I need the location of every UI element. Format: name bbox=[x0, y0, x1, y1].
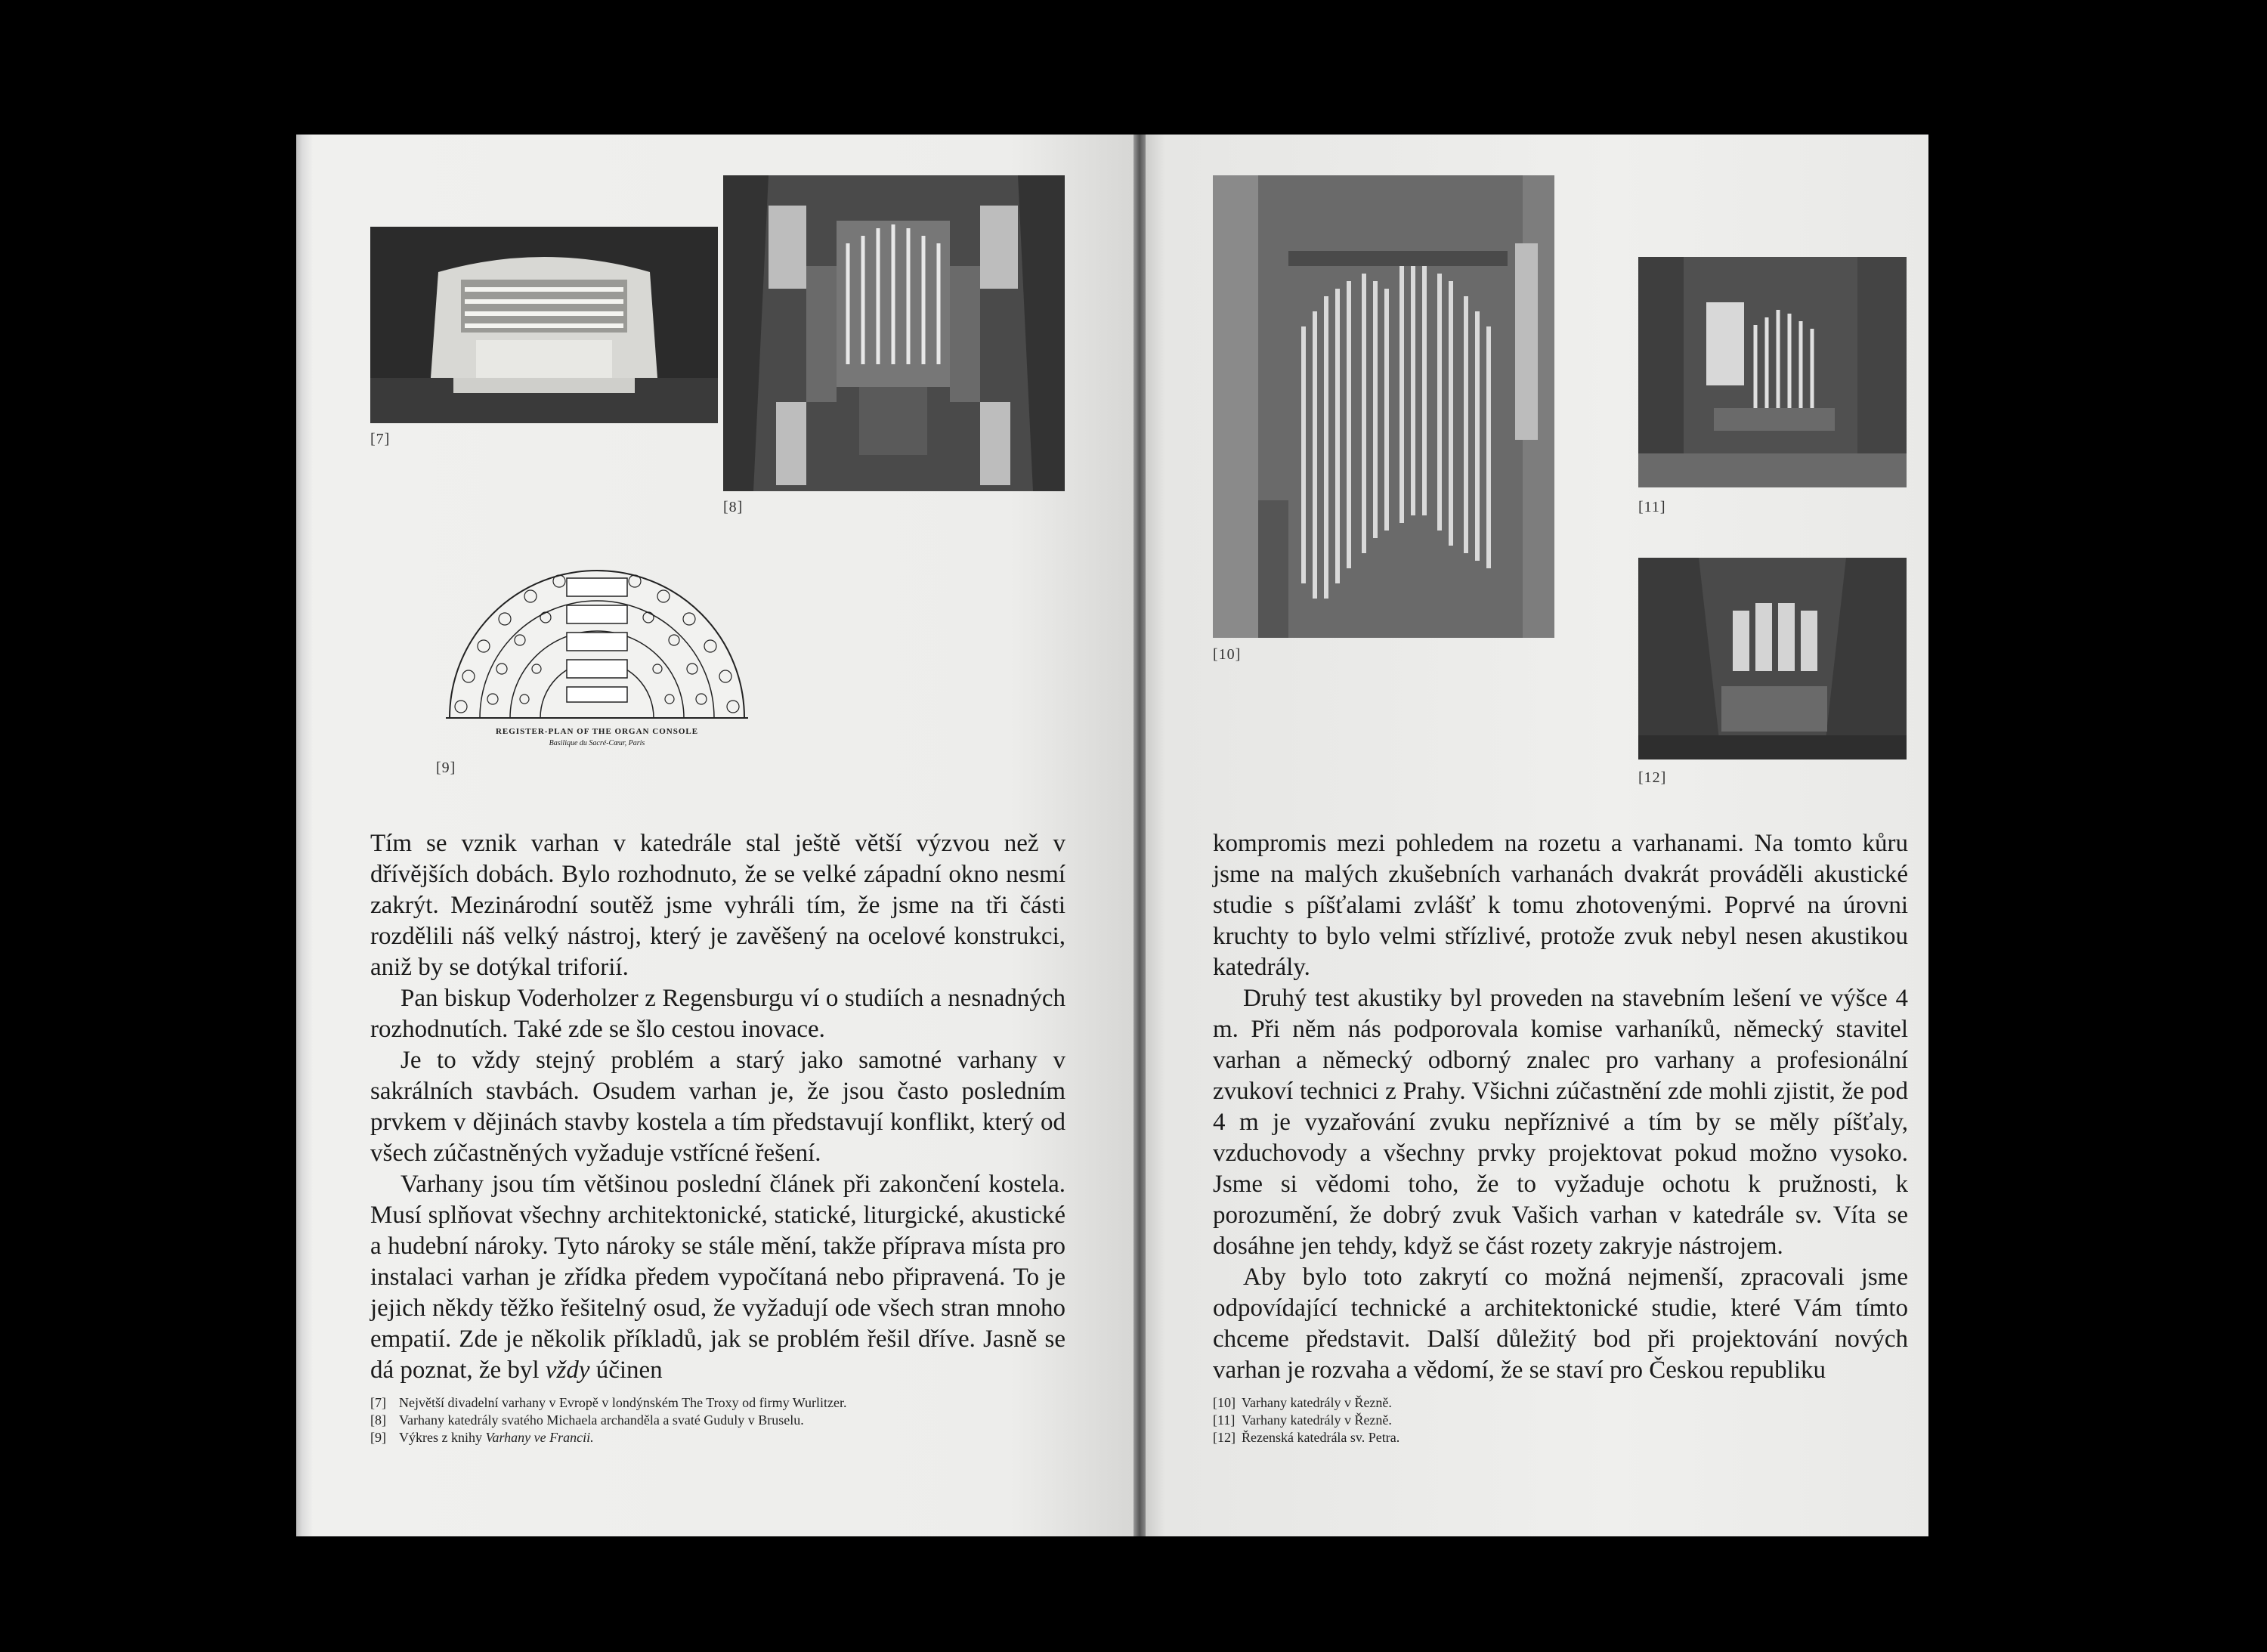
caption-7: [7] bbox=[370, 431, 391, 447]
caption-12: [12] bbox=[1638, 769, 1667, 786]
photo-organ-console bbox=[370, 227, 718, 423]
footnote-9: [9] Výkres z knihy Varhany ve Francii. bbox=[370, 1430, 594, 1445]
drawing-register-plan bbox=[446, 555, 748, 741]
emphasis-word: vždy bbox=[545, 1357, 590, 1384]
photo-cathedral-organ-view bbox=[1638, 257, 1907, 487]
book-gutter bbox=[1134, 135, 1146, 1536]
footnote-8: [8] Varhany katedrály svatého Michaela archanděla a svaté Guduly v Bruselu. bbox=[370, 1412, 804, 1428]
left-paragraph-3: Je to vždy stejný problém a starý jako samotné varhany v sakrálních stavbách. Osudem varhan je, že jsou často posledním prvkem v dějinách stavby kostela a tím představují konflikt, který od všech zúčastněných vyžaduje vstřícné řešení. bbox=[370, 1047, 1065, 1167]
footnote-12: [12] Řezenská katedrála sv. Petra. bbox=[1213, 1430, 1400, 1445]
right-footnotes bbox=[1213, 1394, 1908, 1446]
photo-cathedral-interior bbox=[1638, 558, 1907, 759]
caption-11: [11] bbox=[1638, 499, 1666, 515]
left-footnotes bbox=[370, 1394, 1065, 1446]
caption-10: [10] bbox=[1213, 646, 1242, 663]
footnote-7: [7] Největší divadelní varhany v Evropě v londýnském The Troxy od firmy Wurlitzer. bbox=[370, 1395, 847, 1410]
right-paragraph-3: Aby bylo toto zakrytí co možná nejmenší, zpracovali jsme odpovídající technické a architektonické studie, které Vám tímto chceme představit. Další důležitý bod při projektování nových varhan je rozvaha a vědomí, že se staví pro Českou republiku bbox=[1213, 1264, 1908, 1384]
left-paragraph-1: Tím se vznik varhan v katedrále stal ještě větší výzvou než v dřívějších dobách. Bylo rozhodnuto, že se velké západní okno nesmí zakrýt. Mezinárodní soutěž jsme vyhráli tím, že jsme na tři části rozdělili náš velký nástroj, který je zavěšený na ocelové konstrukci, aniž by se dotýkal triforií. bbox=[370, 830, 1065, 981]
right-paragraph-2: Druhý test akustiky byl proveden na stavebním lešení ve výšce 4 m. Při něm nás podporovala komise varhaníků, německý stavitel varhan a německý odborný znalec pro varhany a profesionální zvukoví technici z Prahy. Všichni zúčastnění zde mohli zjistit, že pod 4 m je vyzařování zvuku nepříznivé a tím by se měly píšťaly, vzduchovody a všechny prvky projektovat pokud možno vysoko. Jsme si vědomi toho, že to vyžaduje ochotu k pružnosti, k porozumění, že dobrý zvuk Vašich varhan v katedrále sv. Víta se dosáhne jen tehdy, když se část rozety zakryje nástrojem. bbox=[1213, 985, 1908, 1260]
footnote-10: [10] Varhany katedrály v Řezně. bbox=[1213, 1395, 1392, 1410]
caption-9: [9] bbox=[436, 759, 456, 776]
left-paragraph-4: Varhany jsou tím většinou poslední článek při zakončení kostela. Musí splňovat všechny architektonické, statické, liturgické, akustické a hudební nároky. Tyto nároky se stále mění, takže příprava místa pro instalaci varhan je zřídka předem vypočítaná nebo připravená. To je jejich někdy těžko řešitelný osud, že vyžadují ode všech stran mnoho empatií. Zde je několik příkladů, jak se problém řešil dříve. Jasně se dá poznat, že byl vždy účinen bbox=[370, 1171, 1065, 1384]
drawing-subtitle: Basilique du Sacré-Cœur, Paris bbox=[549, 739, 645, 747]
right-paragraph-1: kompromis mezi pohledem na rozetu a varhanami. Na tomto kůru jsme na malých zkušebních varhanách dvakrát prováděli akustické studie s píšťalami zvlášť k tomu zhotovenými. Poprvé na úrovni kruchty to bylo velmi střízlivé, protože zvuk nebyl nesen akustikou katedrály. bbox=[1213, 830, 1908, 981]
photo-brussels-organ bbox=[723, 175, 1065, 491]
caption-8: [8] bbox=[723, 499, 744, 515]
right-body-text bbox=[1213, 828, 1908, 1386]
left-paragraph-2: Pan biskup Voderholzer z Regensburgu ví o studiích a nesnadných rozhodnutích. Také zde se šlo cestou inovace. bbox=[370, 985, 1065, 1043]
left-body-text bbox=[370, 828, 1065, 1386]
drawing-title: REGISTER-PLAN OF THE ORGAN CONSOLE bbox=[495, 727, 699, 736]
footnote-11: [11] Varhany katedrály v Řezně. bbox=[1213, 1412, 1392, 1428]
photo-regensburg-organ bbox=[1213, 175, 1554, 638]
